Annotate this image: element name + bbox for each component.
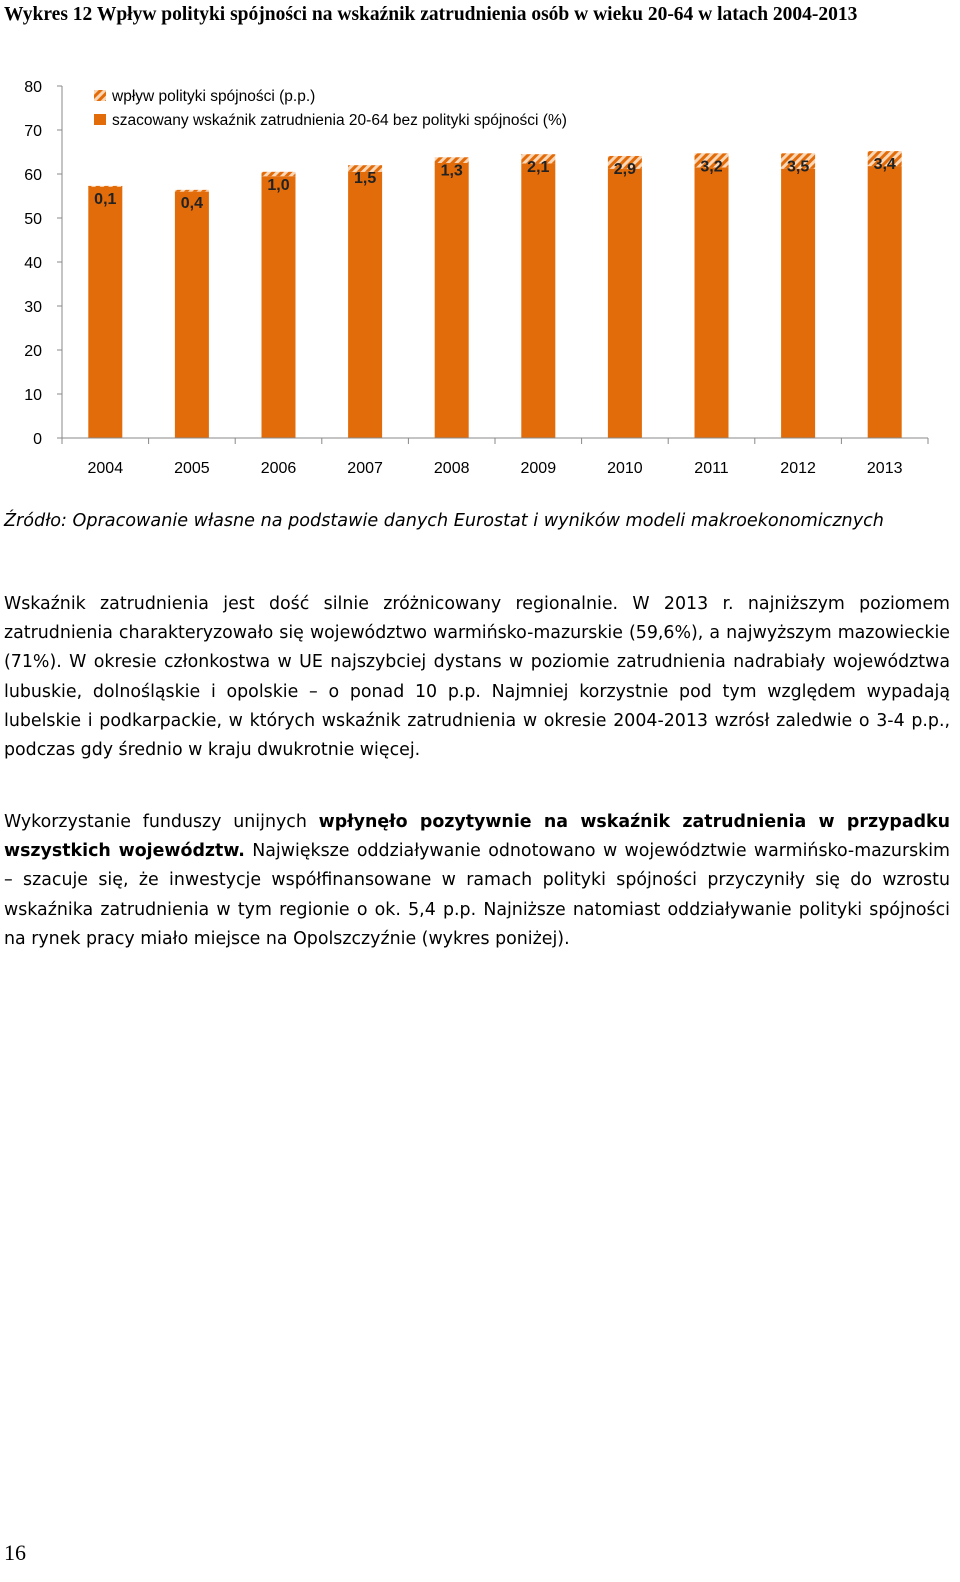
- legend-label-impact: wpływ polityki spójności (p.p.): [112, 88, 316, 105]
- y-tick-label: 10: [24, 387, 42, 404]
- y-tick-label: 0: [33, 431, 42, 448]
- y-tick-label: 60: [24, 167, 42, 184]
- bar-baseline-2008: [435, 163, 469, 438]
- paragraph-regional-employment: Wskaźnik zatrudnienia jest dość silnie zróżnicowany regionalnie. W 2013 r. najniższym poziomem zatrudnienia charakteryzowało się województwo warmińsko-mazurskie (59,6%), a najwyższym mazowieckie (71%). W okresie członkostwa w UE najszybciej dystans w poziomie zatrudnienia nadrabiały województwa lubuskie, dolnośląskie i opolskie – o ponad 10 p.p. Najmniej korzystnie pod tym względem wypadają lubelskie i podkarpackie, w których wskaźnik zatrudnienia w okresie 2004-2013 wzrósł zaledwie o 3-4 p.p., podczas gdy średnio w kraju dwukrotnie więcej.: [4, 594, 950, 761]
- bar-baseline-2009: [521, 163, 555, 438]
- legend-swatch-solid: [94, 114, 106, 125]
- x-tick-label: 2013: [866, 460, 903, 477]
- bar-impact-2004: [88, 186, 122, 187]
- y-tick-label: 50: [24, 211, 42, 228]
- legend-swatch-hatched: [94, 90, 106, 101]
- legend-label-baseline: szacowany wskaźnik zatrudnienia 20-64 bez polityki spójności (%): [112, 112, 567, 129]
- chart-source-note: Źródło: Opracowanie własne na podstawie danych Eurostat i wyników modeli makroekonomicznych: [4, 511, 884, 531]
- y-tick-label: 20: [24, 343, 42, 360]
- bar-baseline-2011: [695, 167, 729, 438]
- x-tick-label: 2012: [780, 460, 816, 477]
- employment-bar-chart: [0, 70, 940, 490]
- bar-baseline-2012: [781, 169, 815, 438]
- y-tick-label: 40: [24, 255, 42, 272]
- paragraph-eu-funds-bold: wpłynęło pozytywnie na wskaźnik zatrudnienia w przypadku wszystkich województw.: [4, 812, 950, 862]
- x-tick-label: 2011: [694, 460, 729, 477]
- bar-baseline-2010: [608, 169, 642, 438]
- bar-data-label-2012: 3,5: [786, 158, 810, 176]
- chart-title: Wykres 12 Wpływ polityki spójności na wskaźnik zatrudnienia osób w wieku 20-64 w latach 2004-2013: [4, 4, 858, 25]
- x-tick-label: 2008: [433, 460, 470, 477]
- bar-baseline-2005: [175, 192, 209, 438]
- bar-impact-2006: [262, 172, 296, 176]
- bar-data-label-2007: 1,5: [353, 170, 377, 188]
- bar-data-label-2009: 2,1: [527, 159, 550, 177]
- paragraph-eu-funds-impact: [4, 808, 950, 954]
- bar-data-label-2013: 3,4: [873, 156, 896, 174]
- bar-data-label-2011: 3,2: [700, 158, 723, 176]
- paragraph-eu-funds-text-1: Wykorzystanie funduszy unijnych: [4, 812, 319, 832]
- bar-baseline-2006: [262, 176, 296, 438]
- x-tick-label: 2006: [260, 460, 297, 477]
- bar-impact-2005: [175, 190, 209, 192]
- chart-legend: [94, 88, 567, 129]
- bar-baseline-2007: [348, 172, 382, 438]
- y-tick-label: 80: [24, 79, 42, 96]
- bar-data-label-2010: 2,9: [613, 160, 637, 178]
- x-tick-label: 2009: [520, 460, 557, 477]
- bar-data-label-2004: 0,1: [94, 190, 117, 208]
- paragraph-eu-funds-text-2: Największe oddziaływanie odnotowano w województwie warmińsko-mazurskim – szacuje się, że inwestycje współfinansowane w ramach polityki spójności przyczyniły się do wzrostu wskaźnika zatrudnienia w tym regionie o ok. 5,4 p.p. Najniższe natomiast oddziaływanie polityki spójności na rynek pracy miało miejsce na Opolszczyźnie (wykres poniżej).: [4, 841, 950, 949]
- bar-baseline-2004: [88, 186, 122, 438]
- x-tick-label: 2005: [174, 460, 210, 477]
- x-tick-label: 2004: [87, 460, 124, 477]
- bar-data-label-2008: 1,3: [440, 162, 463, 180]
- y-tick-label: 70: [24, 123, 42, 140]
- bar-data-label-2005: 0,4: [180, 194, 204, 212]
- bar-data-label-2006: 1,0: [267, 176, 290, 194]
- x-tick-label: 2010: [607, 460, 643, 477]
- bar-baseline-2013: [868, 166, 902, 438]
- x-tick-label: 2007: [347, 460, 383, 477]
- page-number: 16: [4, 1540, 26, 1565]
- y-tick-label: 30: [24, 299, 42, 316]
